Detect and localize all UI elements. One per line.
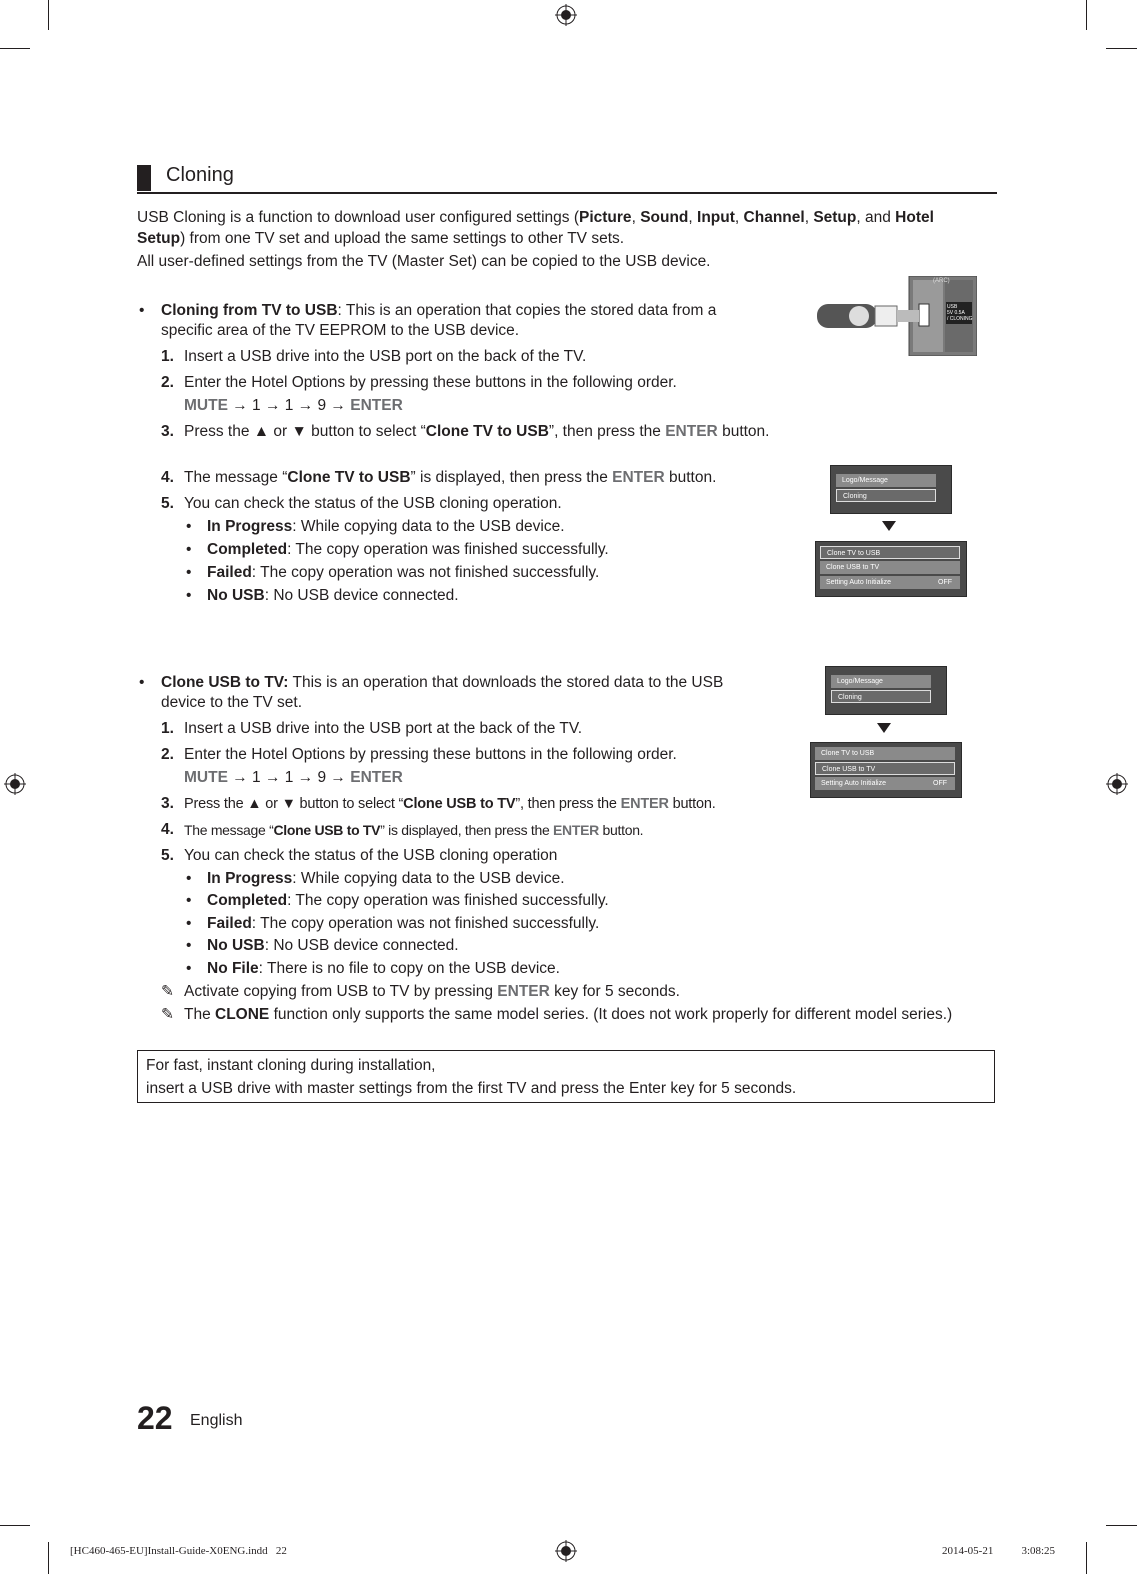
osd-menu bbox=[825, 666, 947, 715]
step-text: Insert a USB drive into the USB port at the back of the TV. bbox=[184, 720, 583, 737]
note-pencil-icon: ✎ bbox=[161, 1006, 174, 1023]
note-text: The CLONE function only supports the same model series. (It does not work properly for different model series.) bbox=[184, 1006, 953, 1023]
tv-to-usb-desc: specific area of the TV EEPROM to the USB device. bbox=[161, 322, 520, 339]
bullet: • bbox=[186, 892, 192, 909]
menu-item-logo-message: Logo/Message bbox=[831, 675, 931, 688]
step-text: Press the ▲ or ▼ button to select “Clone TV to USB”, then press the ENTER button. bbox=[184, 423, 770, 440]
intro-line-3: All user-defined settings from the TV (Master Set) can be copied to the USB device. bbox=[137, 253, 711, 270]
file-slug: [HC460-465-EU]Install-Guide-X0ENG.indd 22 bbox=[70, 1545, 287, 1557]
registration-mark-icon bbox=[1106, 773, 1128, 795]
bullet: • bbox=[186, 937, 192, 954]
crop-mark bbox=[1106, 1525, 1137, 1526]
registration-mark-icon bbox=[4, 773, 26, 795]
date-slug: 2014-05-21 ￿￿ 3:08:25 bbox=[942, 1545, 1056, 1557]
usb-to-tv-title: Clone USB to TV: This is an operation that downloads the stored data to the USB bbox=[161, 674, 724, 691]
arrow-down-icon bbox=[882, 521, 896, 531]
status-item: No USB: No USB device connected. bbox=[207, 937, 459, 954]
status-item: In Progress: While copying data to the USB device. bbox=[207, 518, 565, 535]
status-item: No File: There is no file to copy on the USB device. bbox=[207, 960, 560, 977]
step-text: Enter the Hotel Options by pressing these buttons in the following order. bbox=[184, 746, 677, 763]
page-number: 22 bbox=[137, 1400, 173, 1436]
bullet: • bbox=[139, 674, 145, 691]
osd-submenu bbox=[810, 742, 962, 798]
usb-to-tv-desc: device to the TV set. bbox=[161, 694, 303, 711]
crop-mark bbox=[1086, 1542, 1087, 1574]
osd-submenu bbox=[815, 541, 967, 597]
step-number: 4. bbox=[161, 821, 174, 838]
note-pencil-icon: ✎ bbox=[161, 983, 174, 1000]
section-divider bbox=[137, 192, 997, 194]
step-text: You can check the status of the USB cloning operation. bbox=[184, 495, 562, 512]
menu-item-cloning: Cloning bbox=[836, 489, 936, 502]
menu-item-logo-message: Logo/Message bbox=[836, 474, 936, 487]
menu-item-clone-tv-to-usb: Clone TV to USB bbox=[815, 747, 955, 760]
crop-mark bbox=[0, 48, 30, 49]
tv-to-usb-title: Cloning from TV to USB: This is an operation that copies the stored data from a bbox=[161, 302, 717, 319]
step-number: 5. bbox=[161, 847, 174, 864]
usb-port-illustration bbox=[815, 276, 977, 356]
intro-line-1: USB Cloning is a function to download user configured settings (Picture, Sound, Input, Channel, Setup, and Hotel bbox=[137, 209, 934, 226]
status-item: Failed: The copy operation was not finished successfully. bbox=[207, 564, 600, 581]
crop-mark bbox=[48, 0, 49, 30]
page-language: English bbox=[190, 1412, 243, 1429]
hdmi-label: (ARC) bbox=[933, 278, 950, 284]
crop-mark bbox=[1086, 0, 1087, 30]
menu-item-clone-tv-to-usb: Clone TV to USB bbox=[820, 546, 960, 559]
bullet: • bbox=[186, 915, 192, 932]
tip-line-2: insert a USB drive with master settings from the first TV and press the Enter key for 5 seconds. bbox=[146, 1080, 797, 1097]
bullet: • bbox=[186, 518, 192, 535]
crop-mark bbox=[0, 1525, 30, 1526]
crop-mark bbox=[48, 1542, 49, 1574]
menu-item-cloning: Cloning bbox=[831, 690, 931, 703]
step-number: 4. bbox=[161, 469, 174, 486]
bullet: • bbox=[139, 302, 145, 319]
arrow-down-icon bbox=[877, 723, 891, 733]
button-sequence: MUTE → 1 → 1 → 9 → ENTER bbox=[184, 769, 403, 786]
bullet: • bbox=[186, 541, 192, 558]
crop-mark bbox=[1106, 48, 1137, 49]
registration-mark-icon bbox=[555, 4, 577, 26]
step-text: The message “Clone TV to USB” is displayed, then press the ENTER button. bbox=[184, 469, 717, 486]
step-number: 2. bbox=[161, 374, 174, 391]
bullet: • bbox=[186, 587, 192, 604]
bullet: • bbox=[186, 564, 192, 581]
step-text: Insert a USB drive into the USB port on the back of the TV. bbox=[184, 348, 587, 365]
step-text: The message “Clone USB to TV” is displayed, then press the ENTER button. bbox=[184, 822, 644, 838]
step-number: 3. bbox=[161, 795, 174, 812]
status-item: Completed: The copy operation was finished successfully. bbox=[207, 541, 609, 558]
step-number: 2. bbox=[161, 746, 174, 763]
status-item: No USB: No USB device connected. bbox=[207, 587, 459, 604]
menu-item-clone-usb-to-tv: Clone USB to TV bbox=[820, 561, 960, 574]
osd-menu bbox=[830, 465, 952, 514]
usb-port-label: USB 5V 0.5A / CLONING bbox=[947, 304, 973, 322]
note-text: Activate copying from USB to TV by pressing ENTER key for 5 seconds. bbox=[184, 983, 680, 1000]
registration-mark-icon bbox=[555, 1540, 577, 1562]
menu-item-setting-auto-initialize: Setting Auto Initialize OFF bbox=[815, 777, 955, 790]
status-item: In Progress: While copying data to the USB device. bbox=[207, 870, 565, 887]
section-marker bbox=[137, 165, 151, 191]
step-number: 5. bbox=[161, 495, 174, 512]
bullet: • bbox=[186, 870, 192, 887]
intro-line-2: Setup) from one TV set and upload the same settings to other TV sets. bbox=[137, 230, 625, 247]
menu-item-setting-auto-initialize: Setting Auto Initialize OFF bbox=[820, 576, 960, 589]
bullet: • bbox=[186, 960, 192, 977]
menu-item-clone-usb-to-tv: Clone USB to TV bbox=[815, 762, 955, 775]
status-item: Completed: The copy operation was finished successfully. bbox=[207, 892, 609, 909]
step-number: 1. bbox=[161, 720, 174, 737]
status-item: Failed: The copy operation was not finished successfully. bbox=[207, 915, 600, 932]
step-text: Enter the Hotel Options by pressing these buttons in the following order. bbox=[184, 374, 677, 391]
tip-line-1: For fast, instant cloning during installation, bbox=[146, 1057, 436, 1074]
button-sequence: MUTE → 1 → 1 → 9 → ENTER bbox=[184, 397, 403, 414]
step-text: You can check the status of the USB cloning operation bbox=[184, 847, 558, 864]
step-number: 1. bbox=[161, 348, 174, 365]
section-title: Cloning bbox=[166, 164, 234, 186]
step-text: Press the ▲ or ▼ button to select “Clone USB to TV”, then press the ENTER button. bbox=[184, 796, 716, 812]
step-number: 3. bbox=[161, 423, 174, 440]
